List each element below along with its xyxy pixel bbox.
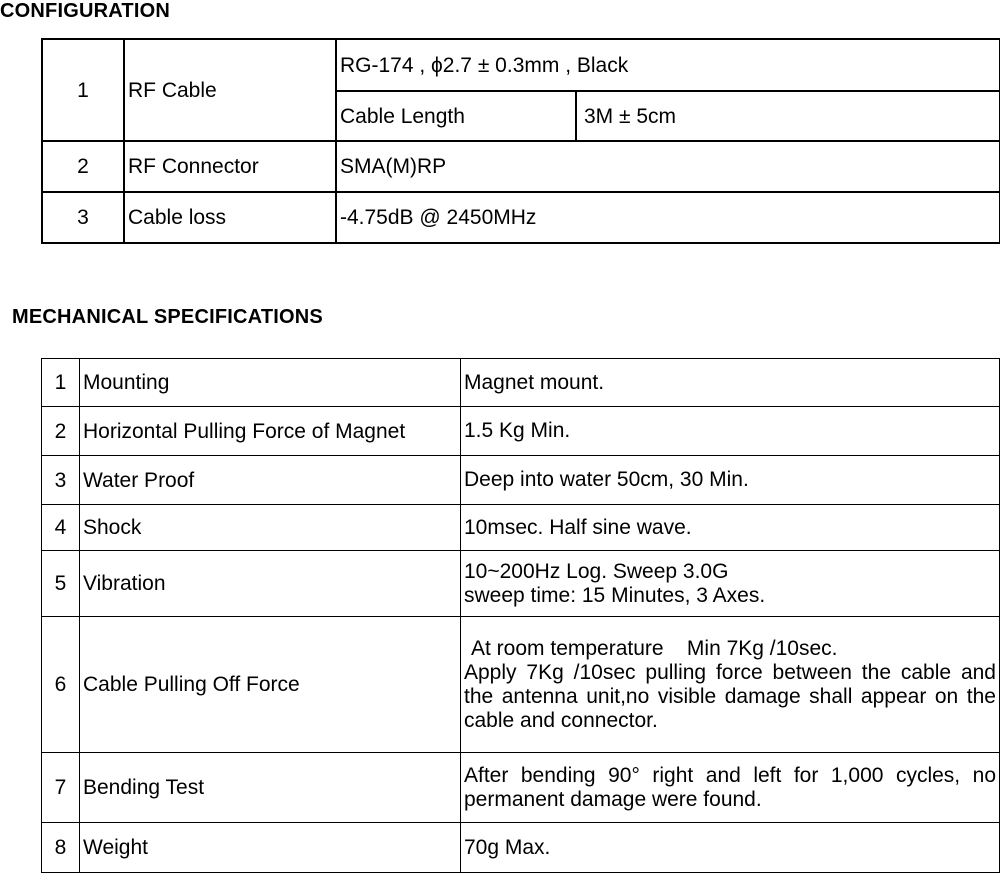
row-number: 3: [42, 192, 124, 243]
table-row: [42, 407, 1000, 456]
table-row: [42, 39, 1000, 91]
item-label: Cable loss: [124, 192, 336, 243]
row-number: 8: [42, 823, 80, 873]
row-number: 1: [42, 359, 80, 407]
table-row: [42, 141, 1000, 192]
table-row: [42, 359, 1000, 407]
row-number: 6: [42, 617, 80, 753]
item-label: Cable Pulling Off Force: [80, 617, 461, 753]
item-description: 1.5 Kg Min.: [461, 407, 1000, 456]
description-line: 10~200Hz Log. Sweep 3.0G: [464, 559, 729, 583]
table-row: [42, 505, 1000, 551]
mechanical-specifications-table: [41, 358, 1000, 873]
item-description: [461, 617, 1000, 753]
cable-length-value: 3M ± 5cm: [576, 91, 1000, 141]
item-description: After bending 90° right and left for 1,000 cycles, no permanent damage were found.: [461, 753, 1000, 823]
cable-length-label: Cable Length: [336, 91, 576, 141]
item-description: 10msec. Half sine wave.: [461, 505, 1000, 551]
item-label: Weight: [80, 823, 461, 873]
item-label: Vibration: [80, 551, 461, 617]
item-label: RF Cable: [124, 39, 336, 141]
table-row: [42, 823, 1000, 873]
row-number: 2: [42, 407, 80, 456]
description-line: At room temperature Min 7Kg /10sec.: [471, 636, 838, 660]
row-number: 7: [42, 753, 80, 823]
item-spec: RG-174 , ϕ2.7 ± 0.3mm , Black: [336, 39, 1000, 91]
table-row: [42, 456, 1000, 505]
item-spec: SMA(M)RP: [336, 141, 1000, 192]
item-label: Shock: [80, 505, 461, 551]
item-label: Horizontal Pulling Force of Magnet: [80, 407, 461, 456]
description-line: sweep time: 15 Minutes, 3 Axes.: [464, 583, 766, 607]
table-row: [42, 617, 1000, 753]
item-description: 70g Max.: [461, 823, 1000, 873]
configuration-heading: CONFIGURATION: [0, 0, 170, 22]
item-label: RF Connector: [124, 141, 336, 192]
row-number: 4: [42, 505, 80, 551]
item-description: Magnet mount.: [461, 359, 1000, 407]
description-line: Apply 7Kg /10sec pulling force between the cable and the antenna unit,no visible damage shall appear on the cable and connector.: [464, 660, 996, 732]
table-row: [42, 551, 1000, 617]
table-row: [42, 192, 1000, 243]
item-label: Mounting: [80, 359, 461, 407]
item-description: [461, 551, 1000, 617]
item-spec: -4.75dB @ 2450MHz: [336, 192, 1000, 243]
configuration-table: [41, 38, 1000, 244]
table-row: [42, 753, 1000, 823]
mechanical-specifications-heading: MECHANICAL SPECIFICATIONS: [12, 306, 323, 328]
row-number: 1: [42, 39, 124, 141]
row-number: 2: [42, 141, 124, 192]
item-label: Bending Test: [80, 753, 461, 823]
row-number: 3: [42, 456, 80, 505]
item-description: Deep into water 50cm, 30 Min.: [461, 456, 1000, 505]
item-label: Water Proof: [80, 456, 461, 505]
row-number: 5: [42, 551, 80, 617]
